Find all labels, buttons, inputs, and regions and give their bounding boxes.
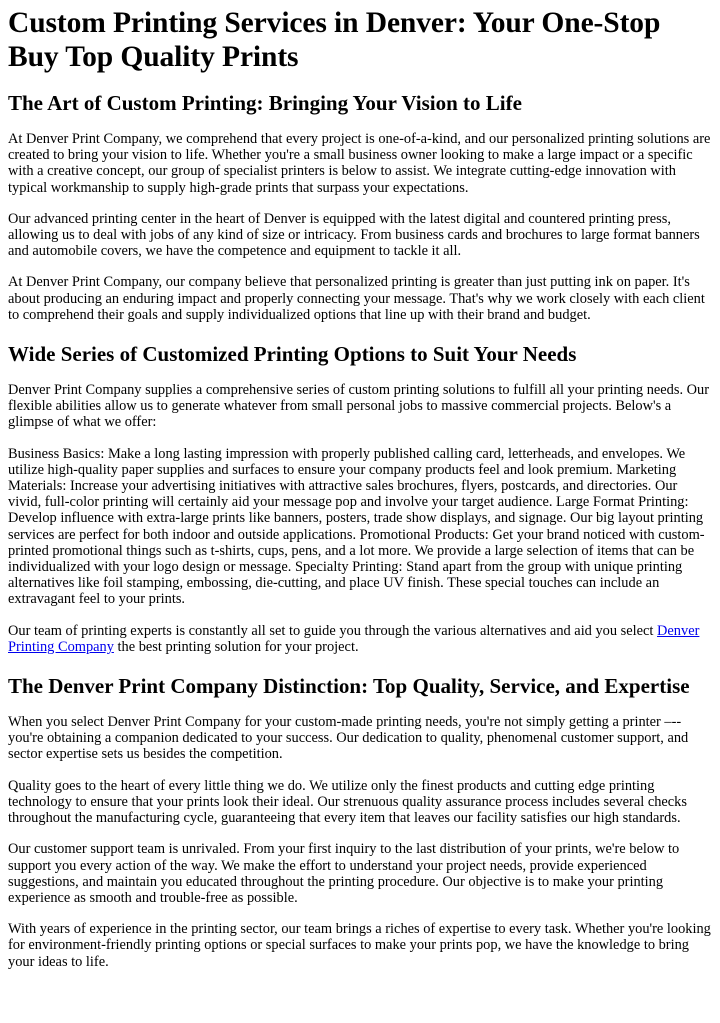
page-title: Custom Printing Services in Denver: Your One-Stop Buy Top Quality Prints <box>8 7 661 73</box>
paragraph-with-link <box>8 623 712 655</box>
paragraph: Quality goes to the heart of every little thing we do. We utilize only the finest products and cutting edge printing technology to ensure that your prints look their ideal. Our strenuous quality assurance process includes several checks throughout the manufacturing cycle, guaranteeing that every item that leaves our facility satisfies our high standards. <box>8 777 687 827</box>
paragraph: At Denver Print Company, we comprehend that every project is one-of-a-kind, and our personalized printing solutions are created to bring your vision to life. Whether you're a small business owner looking to make a large impact or a specific with a creative concept, our group of specialist printers is below to assist. We integrate cutting-edge innovation with typical workmanship to supply high-grade prints that surpass your expectations. <box>8 131 711 196</box>
section-heading-printing-options: Wide Series of Customized Printing Options to Suit Your Needs <box>8 342 577 367</box>
paragraph: When you select Denver Print Company for your custom-made printing needs, you're not simply getting a printer –-- you're obtaining a companion dedicated to your success. Our dedication to quality, phenomenal customer support, and sector expertise sets us besides the competition. <box>8 714 689 763</box>
paragraph: Our customer support team is unrivaled. From your first inquiry to the last distribution of your prints, we're below to support you every action of the way. We make the effort to understand your project needs, provide experienced suggestions, and maintain you educated throughout the printing procedure. Our objective is to make your printing experience as smooth and trouble-free as possible. <box>8 841 680 906</box>
section-heading-art-of-printing: The Art of Custom Printing: Bringing Your Vision to Life <box>8 91 522 115</box>
paragraph: Our advanced printing center in the heart of Denver is equipped with the latest digital and countered printing press, allowing us to deal with jobs of any kind of size or intricacy. From business cards and brochures to large format banners and automobile covers, we have the competence and equipment to tackle it all. <box>8 210 700 260</box>
denver-printing-company-link[interactable]: Denver Printing Company <box>8 622 700 655</box>
paragraph: Business Basics: Make a long lasting impression with properly published calling card, letterheads, and envelopes. We utilize high-quality paper supplies and surfaces to ensure your company products feel and look premium. Marketing Materials: Increase your advertising initiatives with attractive sales brochures, flyers, postcards, and directories. Our vivid, full-color printing will certainly aid your message pop and involve your target audience. Large Format Printing: Develop influence with extra-large prints like banners, posters, trade show displays, and signage. Our big layout printing services are perfect for both indoor and outside applications. Promotional Products: Get your brand noticed with custom-printed promotional things such as t-shirts, cups, pens, and a lot more. We provide a large selection of items that can be individualized with your logo design or message. Specialty Printing: Stand apart from the group with unique printing alternatives like foil stamping, embossing, die-cutting, and place UV finish. These special touches can include an extravagant feel to your prints. <box>8 445 705 608</box>
paragraph: At Denver Print Company, our company believe that personalized printing is greater than just putting ink on paper. It's about producing an enduring impact and properly connecting your message. That's why we work closely with each client to comprehend their goals and supply individualized options that line up with their brand and budget. <box>8 274 705 323</box>
paragraph: Denver Print Company supplies a comprehensive series of custom printing solutions to fulfill all your printing needs. Our flexible abilities allow us to generate whatever from small personal jobs to massive commercial projects. Below's a glimpse of what we offer: <box>8 382 710 431</box>
paragraph: With years of experience in the printing sector, our team brings a riches of expertise to every task. Whether you're looking for environment-friendly printing options or special surfaces to make your prints pop, we have the knowledge to bring your ideas to life. <box>8 921 711 970</box>
paragraph-text: the best printing solution for your project. <box>113 638 359 655</box>
section-heading-distinction: The Denver Print Company Distinction: Top Quality, Service, and Expertise <box>8 674 690 699</box>
article <box>0 6 720 970</box>
paragraph-text: Our team of printing experts is constantly all set to guide you through the various alternatives and aid you select <box>8 622 658 639</box>
